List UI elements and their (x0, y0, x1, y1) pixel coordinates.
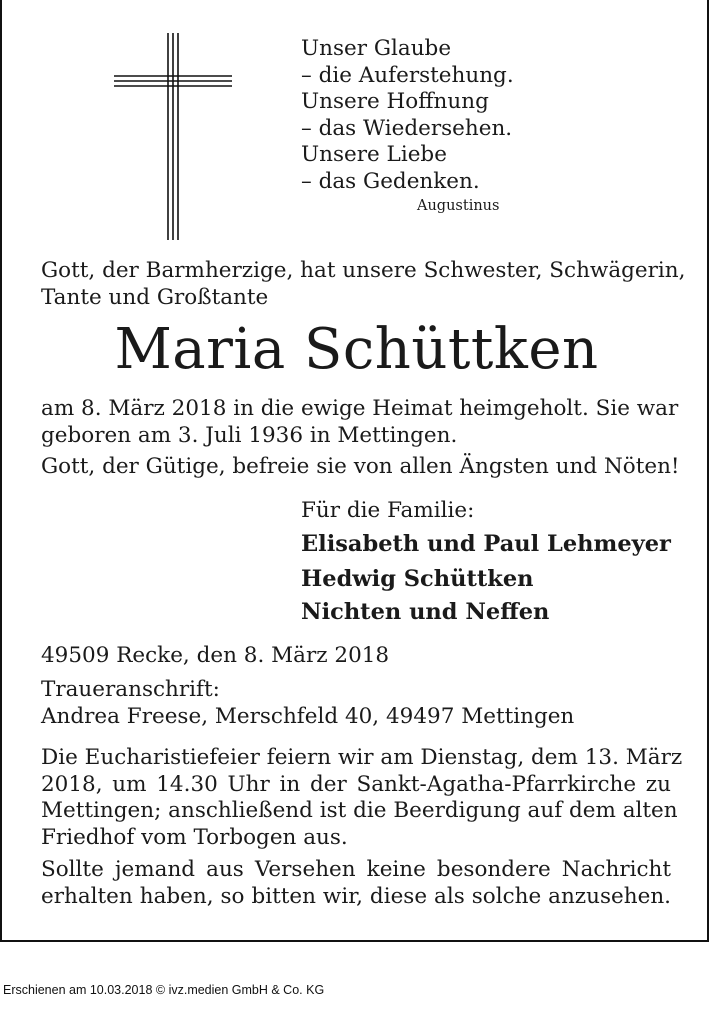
address-value: Andrea Freese, Merschfeld 40, 49497 Mettingen (41, 703, 575, 729)
cross-icon (114, 33, 232, 240)
death-info-line: am 8. März 2018 in die ewige Heimat heimgeholt. Sie war (41, 396, 679, 421)
note-line: Sollte jemand aus Versehen keine besondere Nachricht (41, 857, 671, 882)
service-line: 2018, um 14.30 Uhr in der Sankt-Agatha-Pfarrkirche zu (41, 771, 671, 797)
quote-author: Augustinus (417, 198, 500, 214)
quote-line: Unsere Hoffnung (301, 89, 489, 114)
prayer-text: Gott, der Gütige, befreie sie von allen Ängsten und Nöten! (41, 454, 680, 479)
address-label: Traueranschrift: (41, 677, 220, 702)
place-date: 49509 Recke, den 8. März 2018 (41, 643, 390, 668)
death-info-line: geboren am 3. Juli 1936 in Mettingen. (41, 422, 458, 448)
intro-line: Tante und Großtante (41, 284, 269, 310)
deceased-name: Maria Schüttken (114, 317, 599, 382)
quote-block (301, 36, 514, 195)
intro-text (41, 258, 686, 311)
address-block (41, 677, 671, 730)
service-line: Mettingen; anschließend ist die Beerdigung auf dem alten (41, 798, 678, 823)
family-name: Nichten und Neffen (301, 599, 550, 625)
quote-line: – die Auferstehung. (301, 62, 514, 88)
service-text (41, 745, 683, 851)
family-name: Elisabeth und Paul Lehmeyer (301, 531, 671, 557)
quote-line: – das Gedenken. (301, 168, 480, 194)
death-info (41, 396, 679, 449)
intro-line: Gott, der Barmherzige, hat unsere Schwester, Schwägerin, (41, 258, 686, 283)
publication-footer: Erschienen am 10.03.2018 © ivz.medien GmbH & Co. KG (3, 983, 325, 997)
service-line: Friedhof vom Torbogen aus. (41, 824, 348, 850)
family-label: Für die Familie: (301, 498, 475, 523)
note-line: erhalten haben, so bitten wir, diese als solche anzusehen. (41, 883, 671, 909)
quote-line: – das Wiedersehen. (301, 115, 513, 141)
family-name: Hedwig Schüttken (301, 566, 534, 592)
service-line: Die Eucharistiefeier feiern wir am Dienstag, dem 13. März (41, 745, 683, 770)
quote-line: Unser Glaube (301, 36, 452, 61)
note-text (41, 857, 671, 910)
quote-line: Unsere Liebe (301, 142, 447, 167)
